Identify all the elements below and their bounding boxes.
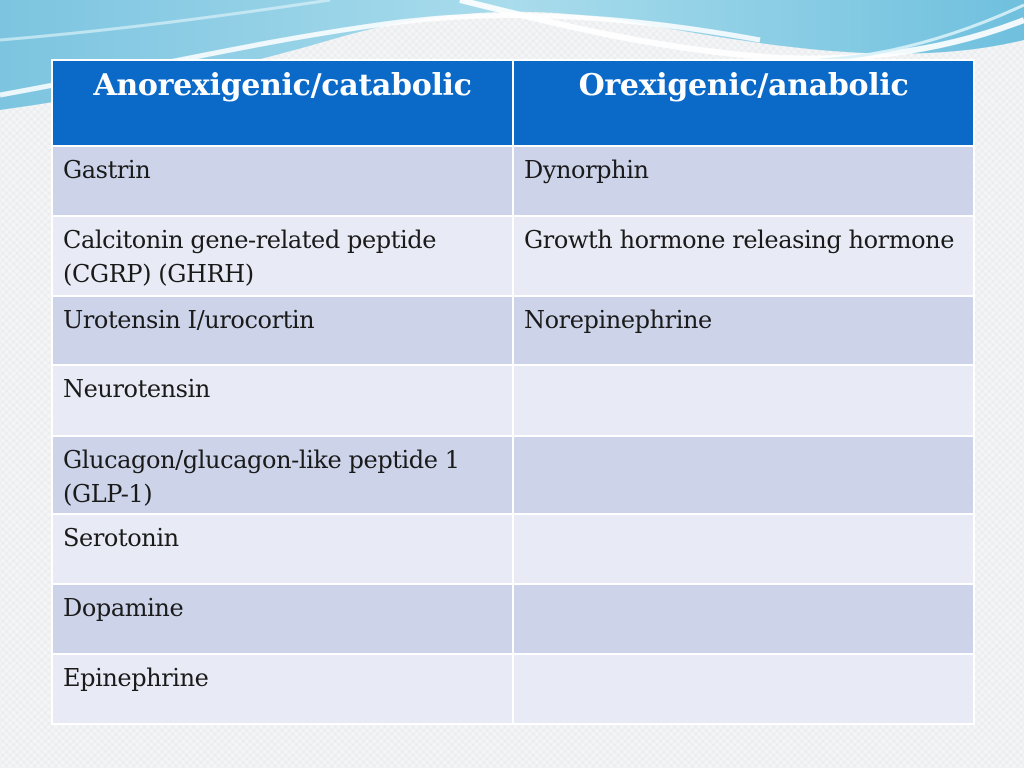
cell-anorexigenic: Urotensin I/urocortin xyxy=(52,296,513,365)
cell-orexigenic: Growth hormone releasing hormone xyxy=(513,216,974,296)
cell-orexigenic: Dynorphin xyxy=(513,146,974,216)
hormone-classification-table xyxy=(51,59,975,725)
cell-orexigenic xyxy=(513,514,974,584)
cell-orexigenic xyxy=(513,365,974,436)
cell-anorexigenic: Dopamine xyxy=(52,584,513,654)
cell-orexigenic xyxy=(513,654,974,724)
header-anorexigenic: Anorexigenic/catabolic xyxy=(52,60,513,146)
cell-anorexigenic: Glucagon/glucagon-like peptide 1 (GLP-1) xyxy=(52,436,513,514)
table-row xyxy=(52,365,974,436)
cell-anorexigenic: Serotonin xyxy=(52,514,513,584)
cell-anorexigenic: Calcitonin gene-related peptide (CGRP) (GHRH) xyxy=(52,216,513,296)
table-row xyxy=(52,584,974,654)
cell-orexigenic xyxy=(513,584,974,654)
table-row xyxy=(52,514,974,584)
table-row xyxy=(52,654,974,724)
header-orexigenic: Orexigenic/anabolic xyxy=(513,60,974,146)
table-row xyxy=(52,436,974,514)
table-header-row xyxy=(52,60,974,146)
table-row xyxy=(52,296,974,365)
cell-anorexigenic: Epinephrine xyxy=(52,654,513,724)
cell-anorexigenic: Gastrin xyxy=(52,146,513,216)
table-row xyxy=(52,146,974,216)
cell-anorexigenic: Neurotensin xyxy=(52,365,513,436)
cell-orexigenic xyxy=(513,436,974,514)
table-row xyxy=(52,216,974,296)
cell-orexigenic: Norepinephrine xyxy=(513,296,974,365)
